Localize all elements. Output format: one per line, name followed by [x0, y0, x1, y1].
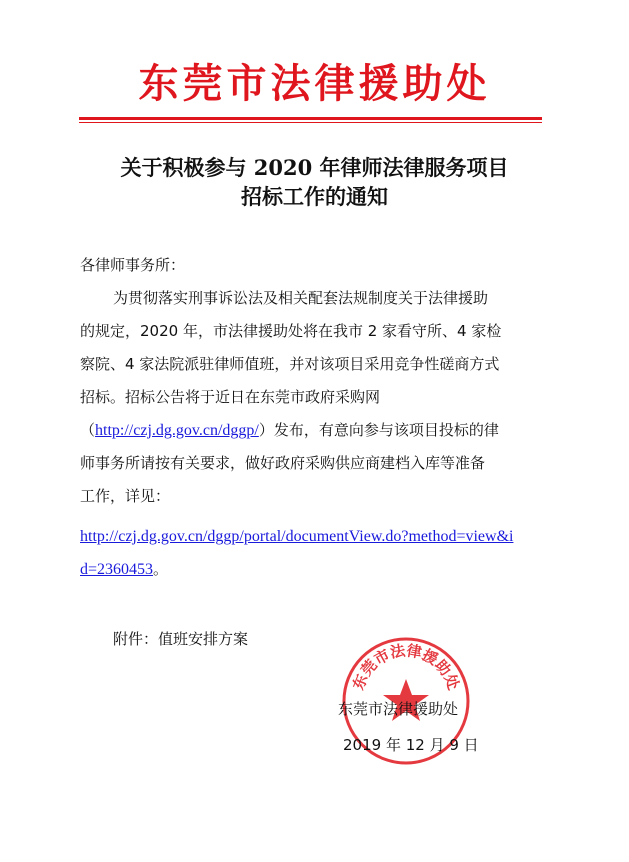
paragraph-line-6: 师事务所请按有关要求，做好政府采购供应商建档入库等准备 [80, 454, 486, 472]
paragraph-line-1: 为贯彻落实刑事诉讼法及相关配套法规制度关于法律援助 [113, 289, 489, 307]
paragraph-line-4: 招标。招标公告将于近日在东莞市政府采购网 [80, 388, 381, 406]
paragraph-line-5 [80, 420, 499, 441]
document-view-link-part-1[interactable]: http://czj.dg.gov.cn/dggp/portal/documentView.do?method=view&i [80, 528, 514, 545]
letterhead-rule-thin [79, 122, 542, 123]
letterhead-title: 东莞市法律援助处 [138, 61, 491, 107]
document-link-line-1 [80, 526, 513, 547]
paragraph-line-5-rest: ）发布，有意向参与该项目投标的律 [258, 421, 499, 439]
paragraph-line-3: 察院、4 家法院派驻律师值班，并对该项目采用竞争性磋商方式 [80, 355, 500, 373]
signature-date: 2019 年 12 月 9 日 [343, 736, 479, 754]
notice-title-line-1: 关于积极参与 2020 年律师法律服务项目 [120, 155, 509, 180]
signature-org: 东莞市法律援助处 [338, 700, 459, 718]
document-view-link-part-2[interactable]: d=2360453 [80, 561, 154, 578]
procurement-site-link[interactable]: http://czj.dg.gov.cn/dggp/ [95, 422, 259, 439]
document-link-line-2 [80, 559, 168, 580]
link-end-punct: 。 [153, 560, 169, 578]
seal-text: 东莞市法律援助处 [349, 641, 463, 693]
notice-title-line-2: 招标工作的通知 [241, 184, 388, 209]
paragraph-line-2: 的规定，2020 年，市法律援助处将在我市 2 家看守所、4 家检 [80, 322, 502, 340]
salutation: 各律师事务所： [80, 256, 186, 274]
paragraph-line-7: 工作，详见： [80, 487, 171, 505]
attachment-line: 附件：值班安排方案 [113, 630, 249, 648]
paren-open: （ [80, 421, 96, 439]
letterhead-rule-thick [79, 117, 542, 120]
